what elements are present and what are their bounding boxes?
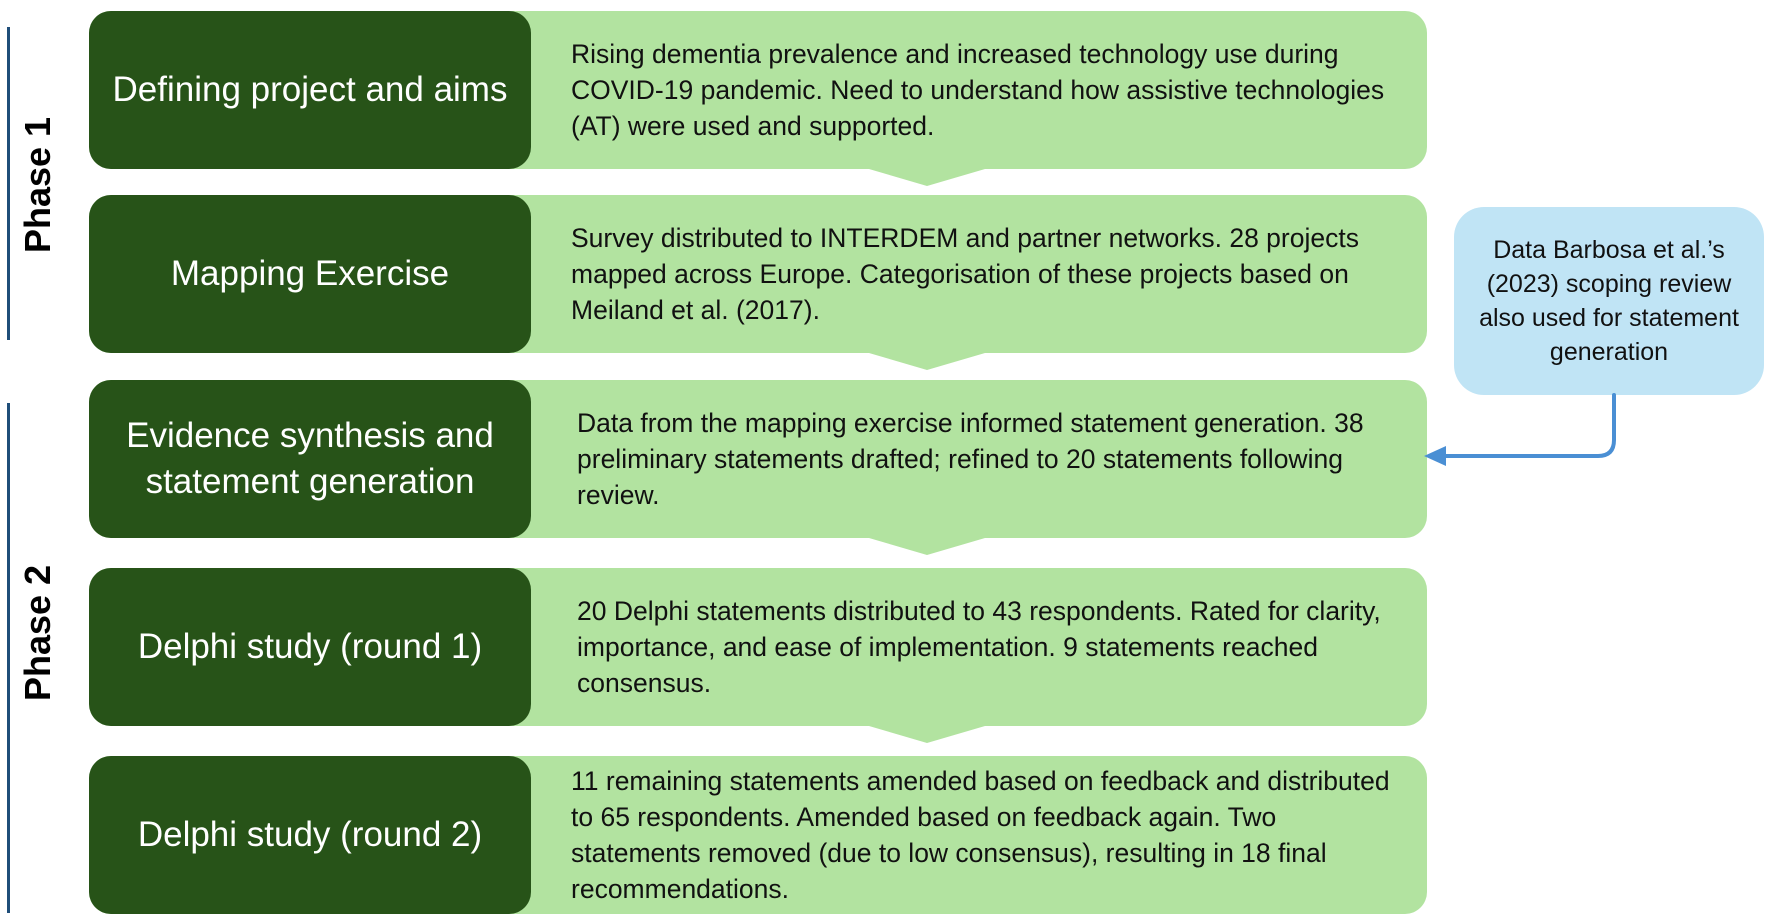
phase-2-label: Phase 2 bbox=[17, 564, 58, 702]
side-note-box: Data Barbosa et al.’s (2023) scoping review also used for statement generation bbox=[1454, 207, 1764, 395]
step-description: 11 remaining statements amended based on feedback and distributed to 65 respondents. Amended based on feedback again. Two statements removed (due to low consensus), resulting in 18 final recommendations. bbox=[571, 766, 1390, 904]
step-description: 20 Delphi statements distributed to 43 respondents. Rated for clarity, importance, and ease of implementation. 9 statements reached consensus. bbox=[577, 596, 1381, 698]
step-title: Evidence synthesis and statement generation bbox=[89, 380, 531, 538]
phase-1-label: Phase 1 bbox=[17, 116, 58, 254]
step-title: Mapping Exercise bbox=[89, 195, 531, 353]
step-description: Data from the mapping exercise informed statement generation. 38 preliminary statements drafted; refined to 20 statements following review. bbox=[577, 408, 1364, 510]
step-title: Delphi study (round 2) bbox=[89, 756, 531, 914]
step-title: Defining project and aims bbox=[89, 11, 531, 169]
step-title: Delphi study (round 1) bbox=[89, 568, 531, 726]
step-description: Survey distributed to INTERDEM and partner networks. 28 projects mapped across Europe. Categorisation of these projects based on Meiland et al. (2017). bbox=[571, 223, 1359, 325]
step-description: Rising dementia prevalence and increased technology use during COVID-19 pandemic. Need to understand how assistive technologies (AT) were used and supported. bbox=[571, 39, 1385, 141]
